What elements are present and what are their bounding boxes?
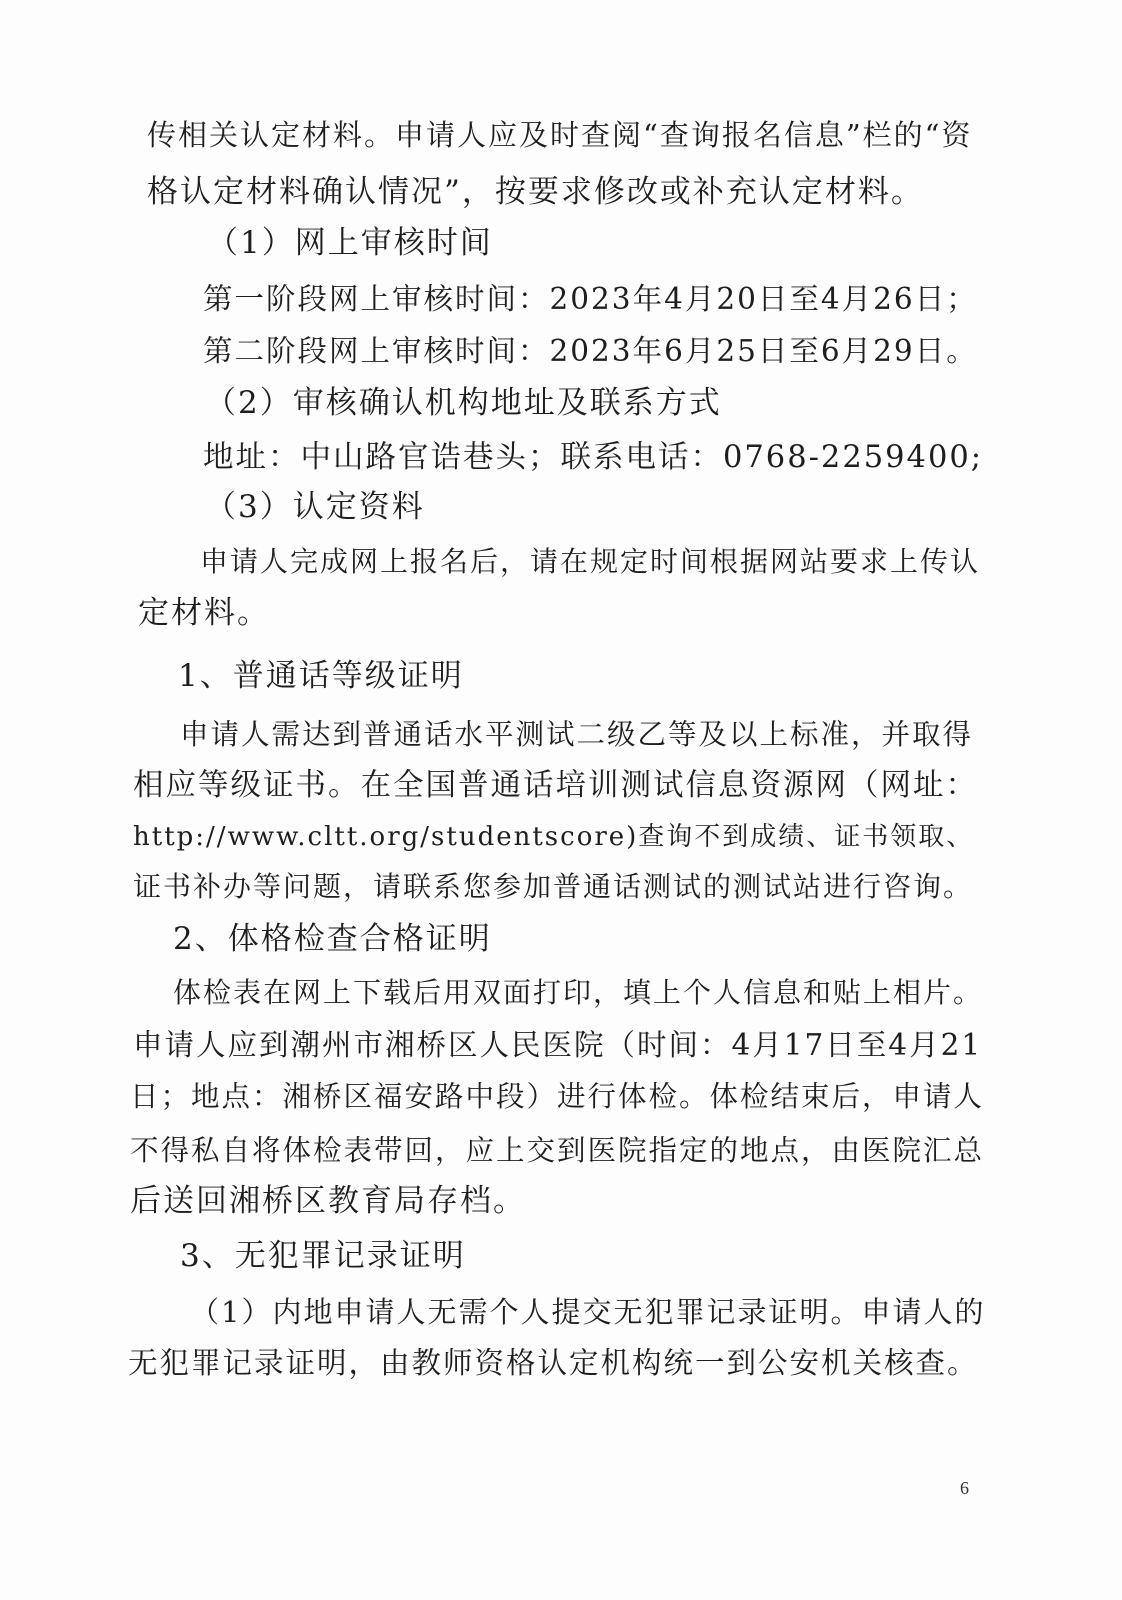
text-line: （3）认定资料 <box>205 489 425 525</box>
text-line: 证书补办等问题，请联系您参加普通话测试的测试站进行咨询。 <box>133 870 974 903</box>
page-number: 6 <box>960 1478 969 1498</box>
text-line: 后送回湘桥区教育局存档。 <box>130 1183 526 1219</box>
text-line: （1）网上审核时间 <box>207 225 493 261</box>
text-line: 第二阶段网上审核时间：2023年6月25日至6月29日。 <box>203 334 978 368</box>
text-line: 2、体格检查合格证明 <box>173 921 492 957</box>
text-line: 第一阶段网上审核时间：2023年4月20日至4月26日； <box>203 282 978 316</box>
text-line: 1、普通话等级证明 <box>178 658 464 694</box>
text-line: 相应等级证书。在全国普通话培训测试信息资源网（网址： <box>133 768 978 803</box>
text-line: 传相关认定材料。申请人应及时查阅“查询报名信息”栏的“资 <box>147 118 973 152</box>
text-line: 格认定材料确认情况”，按要求修改或补充认定材料。 <box>147 174 924 210</box>
text-line: 定材料。 <box>138 595 270 631</box>
text-line: 日；地点：湘桥区福安路中段）进行体检。体检结束后，申请人 <box>130 1080 985 1113</box>
text-line: 不得私自将体检表带回，应上交到医院指定的地点，由医院汇总 <box>130 1134 985 1167</box>
text-line: 地址：中山路官诰巷头；联系电话：0768-2259400; <box>203 440 984 475</box>
text-line: （1）内地申请人无需个人提交无犯罪记录证明。申请人的 <box>190 1295 986 1329</box>
text-line: http://www.cltt.org/studentscore)查询不到成绩、证书领取、 <box>133 822 975 852</box>
text-line: 体检表在网上下载后用双面打印，填上个人信息和贴上相片。 <box>173 976 984 1009</box>
text-line: 无犯罪记录证明，由教师资格认定机构统一到公安机关核查。 <box>128 1346 979 1380</box>
text-line: （2）审核确认机构地址及联系方式 <box>205 385 722 421</box>
text-line: 申请人完成网上报名后，请在规定时间根据网站要求上传认 <box>200 545 981 578</box>
text-line: 申请人需达到普通话水平测试二级乙等及以上标准，并取得 <box>180 718 974 751</box>
text-line: 申请人应到潮州市湘桥区人民医院（时间：4月17日至4月21 <box>133 1028 983 1062</box>
text-line: 3、无犯罪记录证明 <box>180 1238 466 1274</box>
